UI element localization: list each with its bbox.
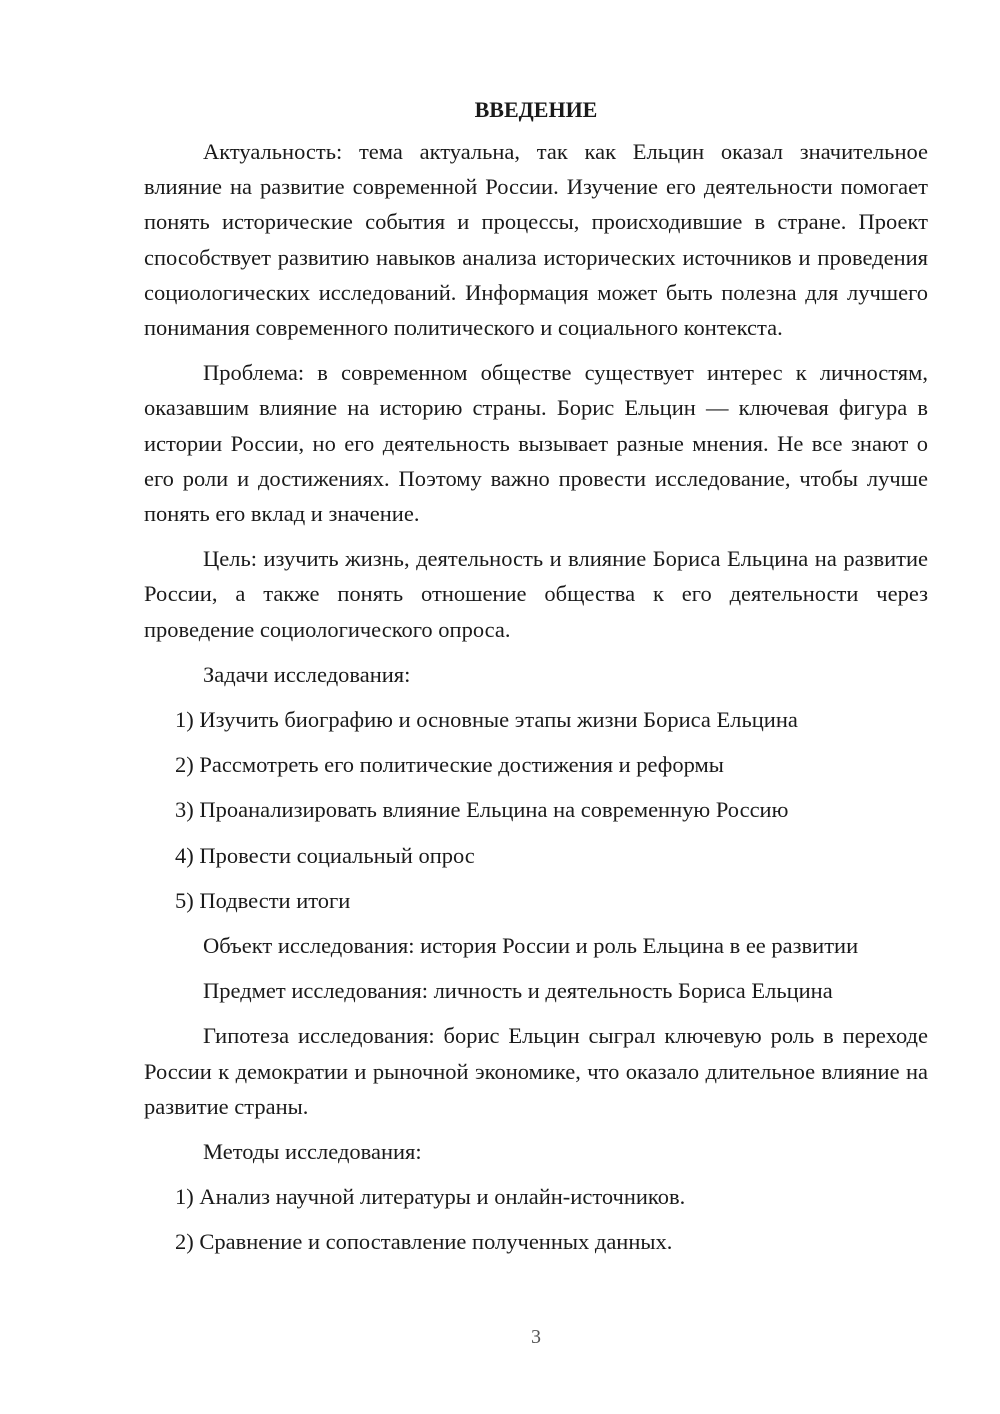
section-title: ВВЕДЕНИЕ <box>474 97 598 122</box>
goal-paragraph: Цель: изучить жизнь, деятельность и влияние Бориса Ельцина на развитие России, а также понять отношение общества к его деятельности через проведение социологического опроса. <box>144 546 928 642</box>
page-number: 3 <box>531 1326 541 1348</box>
task-item: 2) Рассмотреть его политические достижения и реформы <box>175 752 724 778</box>
method-item: 2) Сравнение и сопоставление полученных данных. <box>175 1229 673 1255</box>
method-item: 1) Анализ научной литературы и онлайн-источников. <box>175 1184 686 1210</box>
problem-paragraph: Проблема: в современном обществе существует интерес к личностям, оказавшим влияние на историю страны. Борис Ельцин — ключевая фигура в истории России, но его деятельность вызывает разные мнения. Не все знают о его роли и достижениях. Поэтому важно провести исследование, чтобы лучше понять его вклад и значение. <box>144 360 928 527</box>
hypothesis-paragraph: Гипотеза исследования: борис Ельцин сыграл ключевую роль в переходе России к демократии и рыночной экономике, что оказало длительное влияние на развитие страны. <box>144 1023 928 1119</box>
object-line: Объект исследования: история России и роль Ельцина в ее развитии <box>203 933 859 959</box>
subject-line: Предмет исследования: личность и деятельность Бориса Ельцина <box>203 978 833 1004</box>
relevance-paragraph: Актуальность: тема актуальна, так как Ельцин оказал значительное влияние на развитие современной России. Изучение его деятельности помогает понять исторические события и процессы, происходившие в стране. Проект способствует развитию навыков анализа исторических источников и проведения социологических исследований. Информация может быть полезна для лучшего понимания современного политического и социального контекста. <box>144 139 928 341</box>
task-item: 1) Изучить биографию и основные этапы жизни Бориса Ельцина <box>175 707 798 733</box>
task-item: 3) Проанализировать влияние Ельцина на современную Россию <box>175 797 789 823</box>
methods-heading: Методы исследования: <box>203 1139 422 1165</box>
task-item: 5) Подвести итоги <box>175 887 351 913</box>
tasks-heading: Задачи исследования: <box>203 661 411 687</box>
document-page <box>144 92 928 1270</box>
task-item: 4) Провести социальный опрос <box>175 842 475 868</box>
